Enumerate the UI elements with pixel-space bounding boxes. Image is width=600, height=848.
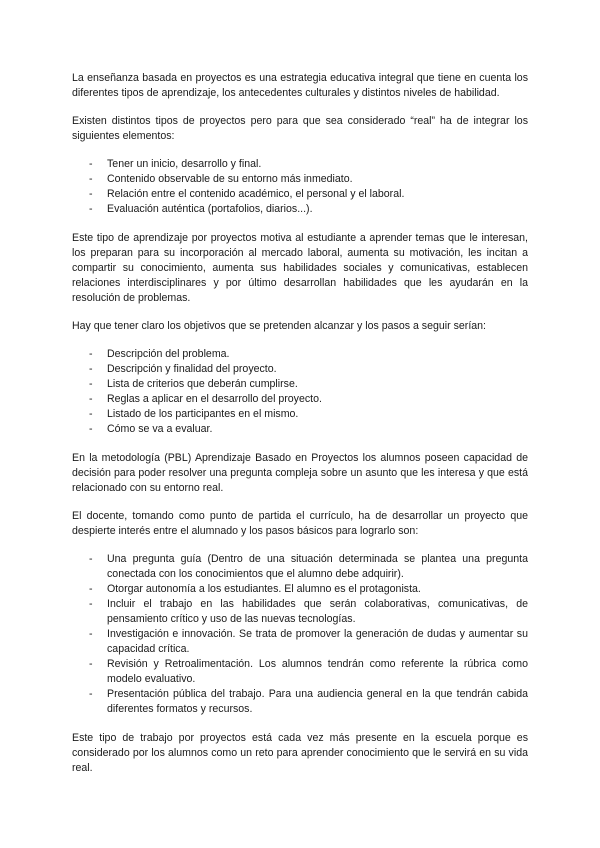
list-item-text: Descripción y finalidad del proyecto. <box>107 363 277 375</box>
list-item <box>72 172 528 187</box>
list-item-text: Evaluación auténtica (portafolios, diarios...). <box>107 203 313 215</box>
list-project-elements <box>72 157 528 217</box>
list-item <box>72 202 528 217</box>
list-item-text: Presentación pública del trabajo. Para una audiencia general en la que tendrán cabida diferentes formatos y recursos. <box>107 688 528 715</box>
list-item <box>72 552 528 582</box>
dash-bullet: - <box>89 423 93 435</box>
dash-bullet: - <box>89 173 93 185</box>
list-item <box>72 627 528 657</box>
list-item-text: Listado de los participantes en el mismo. <box>107 408 299 420</box>
list-item-text: Incluir el trabajo en las habilidades que serán colaborativas, comunicativas, de pensamiento crítico y uso de las nuevas tecnologías. <box>107 598 528 625</box>
list-item <box>72 582 528 597</box>
list-item-text: Tener un inicio, desarrollo y final. <box>107 158 262 170</box>
dash-bullet: - <box>89 688 93 700</box>
dash-bullet: - <box>89 628 93 640</box>
list-item-text: Descripción del problema. <box>107 348 230 360</box>
list-item-text: Relación entre el contenido académico, el personal y el laboral. <box>107 188 405 200</box>
dash-bullet: - <box>89 598 93 610</box>
list-item-text: Cómo se va a evaluar. <box>107 423 213 435</box>
dash-bullet: - <box>89 348 93 360</box>
list-item <box>72 657 528 687</box>
paragraph-conclusion: Este tipo de trabajo por proyectos está cada vez más presente en la escuela porque es considerado por los alumnos como un reto para aprender conocimiento que le servirá en su vida real. <box>72 732 528 774</box>
paragraph-benefits: Este tipo de aprendizaje por proyectos motiva al estudiante a aprender temas que le interesan, los preparan para su incorporación al mercado laboral, aumenta su motivación, les incitan a compartir su conocimiento, aumenta sus habilidades sociales y comunicativas, establecen relaciones interdisciplinares y por último desarrollan habilidades que les ayudarán en la resolución de problemas. <box>72 232 528 304</box>
list-item-text: Una pregunta guía (Dentro de una situación determinada se plantea una pregunta conectada con los conocimientos que el alumno debe adquirir). <box>107 553 528 580</box>
dash-bullet: - <box>89 583 93 595</box>
list-item-text: Otorgar autonomía a los estudiantes. El alumno es el protagonista. <box>107 583 421 595</box>
list-item-text: Lista de criterios que deberán cumplirse. <box>107 378 298 390</box>
list-steps <box>72 347 528 437</box>
list-item <box>72 407 528 422</box>
list-item <box>72 422 528 437</box>
list-item <box>72 377 528 392</box>
list-item-text: Reglas a aplicar en el desarrollo del proyecto. <box>107 393 322 405</box>
dash-bullet: - <box>89 158 93 170</box>
dash-bullet: - <box>89 363 93 375</box>
list-basic-steps <box>72 552 528 717</box>
dash-bullet: - <box>89 378 93 390</box>
dash-bullet: - <box>89 658 93 670</box>
dash-bullet: - <box>89 553 93 565</box>
dash-bullet: - <box>89 393 93 405</box>
paragraph-teacher: El docente, tomando como punto de partida el currículo, ha de desarrollar un proyecto que despierte interés entre el alumnado y los pasos básicos para lograrlo son: <box>72 510 528 537</box>
list-item-text: Investigación e innovación. Se trata de promover la generación de dudas y aumentar su capacidad crítica. <box>107 628 528 655</box>
list-item <box>72 687 528 717</box>
list-item <box>72 597 528 627</box>
paragraph-pbl: En la metodología (PBL) Aprendizaje Basado en Proyectos los alumnos poseen capacidad de decisión para poder resolver una pregunta compleja sobre un asunto que les interesa y que está relacionado con su entorno real. <box>72 452 528 494</box>
paragraph-intro: La enseñanza basada en proyectos es una estrategia educativa integral que tiene en cuenta los diferentes tipos de aprendizaje, los antecedentes culturales y distintos niveles de habilidad. <box>72 72 528 99</box>
paragraph-objectives-intro: Hay que tener claro los objetivos que se pretenden alcanzar y los pasos a seguir serían: <box>72 320 486 332</box>
document-body <box>72 71 528 789</box>
dash-bullet: - <box>89 203 93 215</box>
list-item <box>72 157 528 172</box>
list-item <box>72 347 528 362</box>
paragraph-elements-intro: Existen distintos tipos de proyectos pero para que sea considerado “real” ha de integrar los siguientes elementos: <box>72 115 528 142</box>
list-item <box>72 392 528 407</box>
list-item <box>72 187 528 202</box>
dash-bullet: - <box>89 408 93 420</box>
list-item-text: Revisión y Retroalimentación. Los alumnos tendrán como referente la rúbrica como modelo evaluativo. <box>107 658 528 685</box>
list-item <box>72 362 528 377</box>
dash-bullet: - <box>89 188 93 200</box>
list-item-text: Contenido observable de su entorno más inmediato. <box>107 173 353 185</box>
